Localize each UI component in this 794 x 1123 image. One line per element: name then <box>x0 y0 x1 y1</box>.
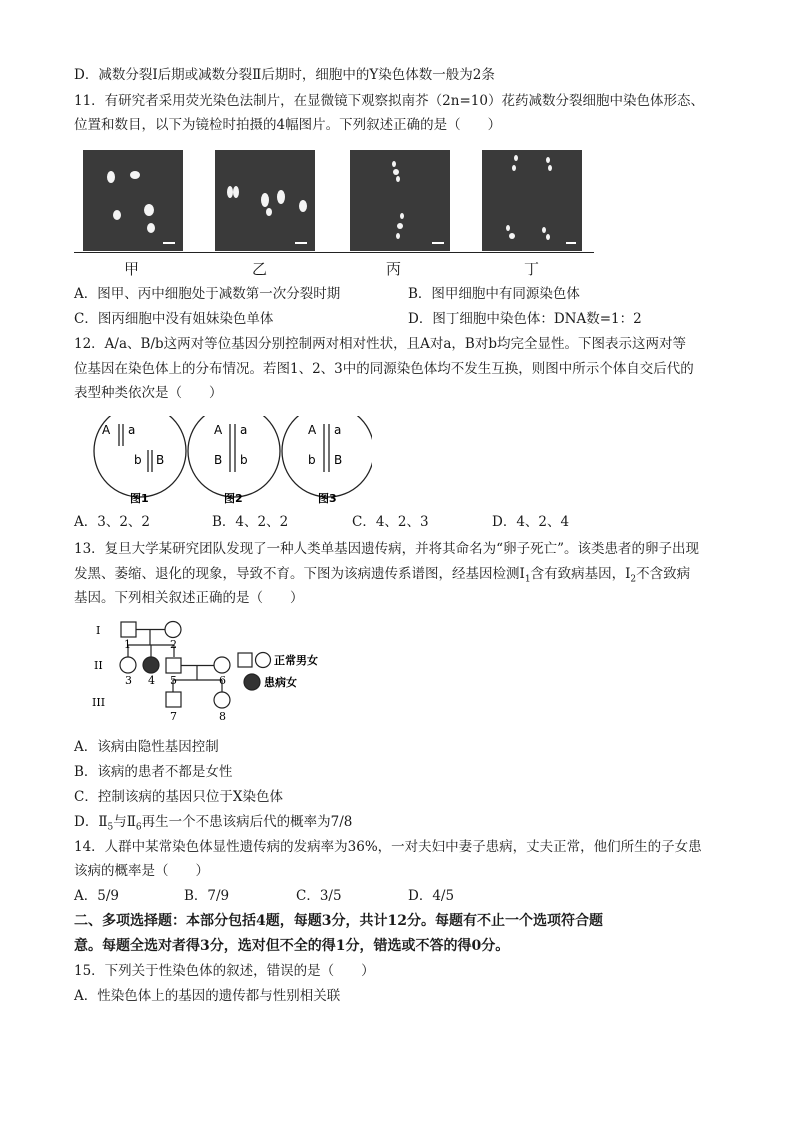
legend-affected: 患病女 <box>264 676 297 689</box>
q14-stem-line1: 14．人群中某常染色体显性遗传病的发病率为36%，一对夫妇中妻子患病，丈夫正常，他们所生的子女患 <box>74 839 702 855</box>
q11-stem-line1: 11．有研究者采用荧光染色法制片，在显微镜下观察拟南芥（2n=10）花药减数分裂细胞中染色体形态、 <box>74 93 704 109</box>
q13-stem-line1: 13．复旦大学某研究团队发现了一种人类单基因遗传病，并将其命名为“卵子死亡”。该类患者的卵子出现 <box>74 541 699 557</box>
gene-b-fig2: b <box>240 453 248 467</box>
q12-option-a: A．3、2、2 <box>74 514 151 530</box>
id-2: 2 <box>170 638 177 651</box>
q13-option-d: D．$Ⅱ_5$与$Ⅱ_6$再生一个不患该病后代的概率为7/8 <box>74 814 353 833</box>
gen-III-label: III <box>92 696 106 709</box>
fig3-label: 图3 <box>318 492 337 505</box>
label-ding: 丁 <box>524 260 540 278</box>
q12-stem-line3: 表型种类依次是（ ） <box>74 385 223 401</box>
micrograph-jia <box>83 150 183 251</box>
id-5: 5 <box>170 674 177 687</box>
q14-option-a: A．5/9 <box>74 888 119 904</box>
fig1-label: 图1 <box>130 492 149 505</box>
q11-stem-line2: 位置和数目，以下为镜检时拍摄的4幅图片。下列叙述正确的是（ ） <box>74 117 502 133</box>
q13-option-a: A．该病由隐性基因控制 <box>74 739 219 755</box>
q12-option-d: D．4、2、4 <box>492 514 570 530</box>
q11-option-d: D．图丁细胞中染色体：DNA数=1：2 <box>408 311 642 327</box>
gen-II-label: II <box>94 659 103 672</box>
gen-I-label: I <box>96 624 101 637</box>
micrograph-bing <box>350 150 450 251</box>
q13-stem-line2: 发黑、萎缩、退化的现象，导致不育。下图为该病遗传系谱图，经基因检测$Ⅰ_1$含有致病基因，$Ⅰ_2$不含致病 <box>74 566 691 585</box>
q14-option-c: C．3/5 <box>296 888 342 904</box>
id-1: 1 <box>124 638 131 651</box>
q10-option-d: D．减数分裂Ⅰ后期或减数分裂Ⅱ后期时，细胞中的Y染色体数一般为2条 <box>74 67 495 83</box>
id-4: 4 <box>148 674 155 687</box>
id-7: 7 <box>170 710 177 723</box>
q13-option-c: C．控制该病的基因只位于X染色体 <box>74 789 283 805</box>
cell-circle-3 <box>282 416 372 497</box>
q14-option-d: D．4/5 <box>408 888 455 904</box>
micrograph-yi <box>215 150 315 251</box>
q15-stem: 15．下列关于性染色体的叙述，错误的是（ ） <box>74 963 375 979</box>
gene-B-fig3: B <box>334 453 343 467</box>
q11-option-b: B．图甲细胞中有同源染色体 <box>408 286 580 302</box>
gene-A-fig3: A <box>308 423 317 437</box>
label-bing: 丙 <box>386 260 402 278</box>
q14-option-b: B．7/9 <box>184 888 230 904</box>
q12-chromosome-figures <box>92 416 372 510</box>
id-3: 3 <box>125 674 132 687</box>
micrograph-ding <box>482 150 582 251</box>
gene-a-fig1: a <box>128 423 136 437</box>
affected-female-4 <box>143 657 159 673</box>
q13-stem-line3: 基因。下列相关叙述正确的是（ ） <box>74 590 304 606</box>
id-8: 8 <box>219 710 226 723</box>
section2-heading-line1: 二、多项选择题：本部分包括4题，每题3分，共计12分。每题有不止一个选项符合题 <box>74 913 603 929</box>
q11-option-c: C．图丙细胞中没有姐妹染色单体 <box>74 311 274 327</box>
q12-option-c: C．4、2、3 <box>352 514 429 530</box>
gene-B-fig2: B <box>214 453 223 467</box>
legend-normal: 正常男女 <box>274 654 318 667</box>
id-6: 6 <box>219 674 226 687</box>
label-yi: 乙 <box>252 260 268 278</box>
fig2-label: 图2 <box>224 492 243 505</box>
q15-option-a: A．性染色体上的基因的遗传都与性别相关联 <box>74 988 341 1004</box>
q13-option-b: B．该病的患者不都是女性 <box>74 764 233 780</box>
gene-b-fig1: b <box>134 453 142 467</box>
legend-affected-symbol <box>244 674 260 690</box>
q12-stem-line1: 12．A/a、B/b这两对等位基因分别控制两对相对性状，且A对a，B对b均完全显性。下图表示这两对等 <box>74 336 686 352</box>
gene-A-fig2: A <box>214 423 223 437</box>
micrograph-baseline <box>74 252 594 253</box>
label-jia: 甲 <box>124 260 140 278</box>
cell-circle-2 <box>188 416 280 497</box>
q14-stem-line2: 该病的概率是（ ） <box>74 863 209 879</box>
gene-A-fig1: A <box>102 423 111 437</box>
section2-heading-line2: 意。每题全选对者得3分，选对但不全的得1分，错选或不答的得0分。 <box>74 938 510 954</box>
gene-a-fig3: a <box>334 423 342 437</box>
q13-pedigree <box>90 612 350 731</box>
gene-a-fig2: a <box>240 423 248 437</box>
gene-B-fig1: B <box>156 453 165 467</box>
q11-option-a: A．图甲、丙中细胞处于减数第一次分裂时期 <box>74 286 341 302</box>
q12-stem-line2: 位基因在染色体上的分布情况。若图1、2、3中的同源染色体均不发生互换，则图中所示个体自交后代的 <box>74 361 694 377</box>
q12-option-b: B．4、2、2 <box>212 514 289 530</box>
gene-b-fig3: b <box>308 453 316 467</box>
